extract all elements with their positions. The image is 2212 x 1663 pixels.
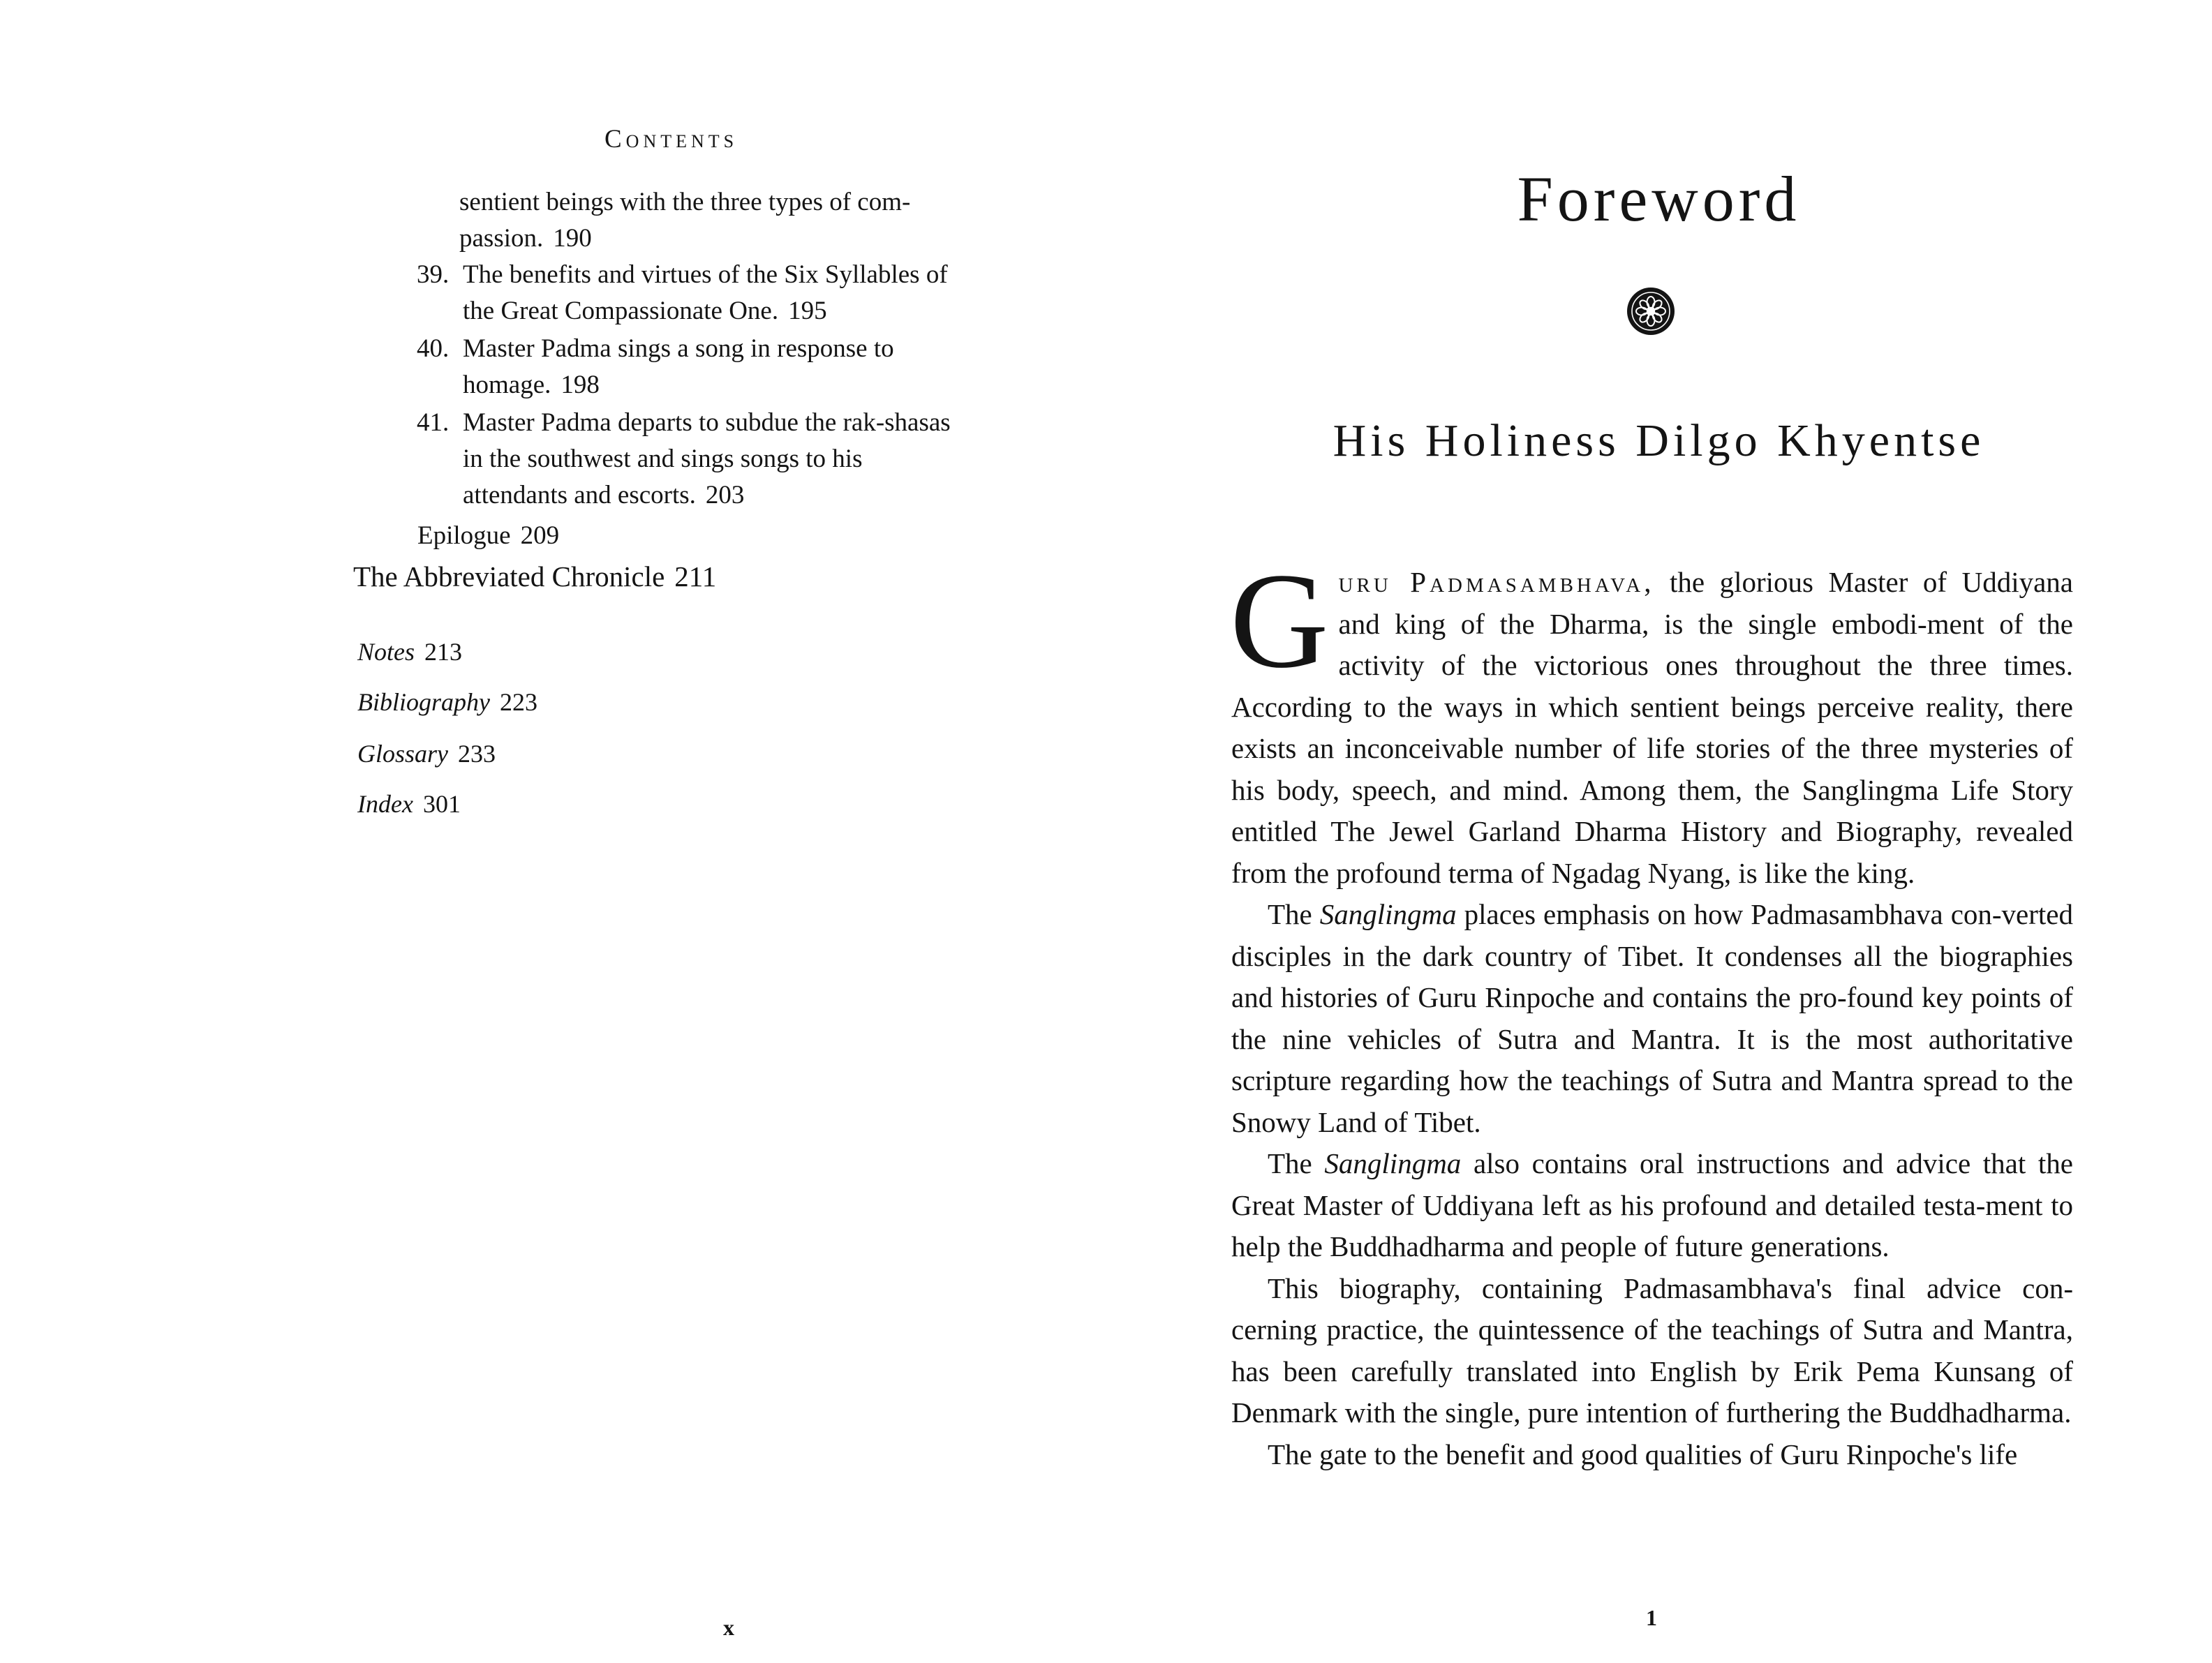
paragraph-3 — [1231, 1143, 2073, 1268]
toc-page-number: 209 — [520, 521, 560, 550]
foreword-body — [1230, 545, 2074, 1475]
toc-continuation — [459, 184, 969, 257]
paragraph-3-start: The — [1268, 1147, 1325, 1179]
toc-entry-title: Glossary — [357, 740, 449, 768]
toc-item-number: 40. — [417, 334, 450, 363]
toc-page-number: 195 — [788, 297, 827, 325]
toc-page-number: 203 — [705, 481, 745, 509]
paragraph-4: This biography, containing Padmasambhava's final advice con-cerning practice, the quintessence of the teachings of Sutra and Mantra, has been carefully translated into English by Erik Pema Kunsang of Denmark with the single, pure intention of furthering the Buddhadharma. — [1231, 1272, 2073, 1429]
title-italic: Sanglingma — [1319, 898, 1457, 930]
toc-page-number: 198 — [561, 371, 600, 399]
toc-chronicle — [353, 558, 716, 595]
toc-page-number: 301 — [422, 790, 461, 818]
toc-entry-title: The Abbreviated Chronicle — [353, 560, 665, 592]
chapter-author: His Holiness Dilgo Khyentse — [1333, 415, 1985, 466]
drop-cap: G — [1230, 545, 1329, 696]
paragraph-2-start: The — [1268, 898, 1320, 930]
toc-index — [357, 786, 461, 822]
toc-item-41 — [417, 405, 972, 514]
page-number-left: x — [723, 1615, 734, 1640]
toc-bibliography — [357, 684, 537, 720]
toc-glossary — [357, 736, 496, 772]
paragraph-2-text: places emphasis on how Padmasambhava con-verted disciples in the dark country of Tibet. It condenses all the biographies and histories of Guru Rinpoche and contains the pro-found key points of the nine vehicles of Sutra and Mantra. It is the most authoritative scripture regarding how the teachings of Sutra and Mantra spread to the Snowy Land of Tibet. — [1231, 898, 2073, 1138]
toc-entry-title: Epilogue — [417, 521, 511, 550]
toc-page-number: 223 — [499, 688, 537, 716]
toc-notes — [357, 634, 462, 670]
toc-item-number: 39. — [417, 260, 450, 289]
paragraph-5: The gate to the benefit and good qualities of Guru Rinpoche's life — [1268, 1438, 2018, 1470]
opening-small-caps: uru Padmasambhava, — [1338, 566, 1655, 598]
title-italic: Sanglingma — [1324, 1147, 1462, 1179]
toc-page-number: 190 — [553, 224, 592, 253]
toc-page-number: 213 — [424, 638, 463, 666]
toc-item-title: Master Padma sings a song in response to homage. — [463, 334, 894, 399]
paragraph-2 — [1231, 894, 2073, 1143]
toc-page-number: 233 — [458, 740, 496, 768]
toc-item-number: 41. — [417, 408, 450, 437]
toc-item-39 — [417, 257, 972, 329]
toc-item-title: The benefits and virtues of the Six Syllables of the Great Compassionate One. — [463, 260, 948, 325]
toc-item-title: Master Padma departs to subdue the rak-shasas in the southwest and sings songs to his attendants and escorts. — [463, 408, 951, 509]
right-page — [1106, 0, 2212, 1663]
toc-entry-text: sentient beings with the three types of com-passion. — [459, 188, 911, 253]
paragraph-1 — [1230, 545, 2073, 894]
toc-item-40 — [417, 331, 972, 403]
toc-page-number: 211 — [674, 560, 717, 592]
running-head: Contents — [604, 125, 738, 154]
chapter-title: Foreword — [1517, 163, 1801, 234]
paragraph-1-text: the glorious Master of Uddiyana and king of the Dharma, is the single embodi-ment of the activity of the victorious ones throughout the three times. According to the ways in which sentient beings perceive reality, there exists an inconceivable number of life stories of the three mysteries of his body, speech, and mind. Among them, the Sanglingma Life Story entitled The Jewel Garland Dharma History and Biography, revealed from the profound terma of Ngadag Nyang, is like the king. — [1231, 566, 2073, 889]
toc-entry-title: Bibliography — [357, 688, 490, 716]
page-number-right: 1 — [1646, 1605, 1657, 1630]
flower-medallion-icon — [1626, 286, 1676, 336]
paragraph-3-text: also contains oral instructions and advice that the Great Master of Uddiyana left as his profound and detailed testa-ment to help the Buddhadharma and people of future generations. — [1231, 1147, 2074, 1262]
toc-entry-title: Notes — [357, 638, 415, 666]
toc-epilogue — [417, 518, 559, 554]
toc-entry-title: Index — [357, 790, 413, 818]
